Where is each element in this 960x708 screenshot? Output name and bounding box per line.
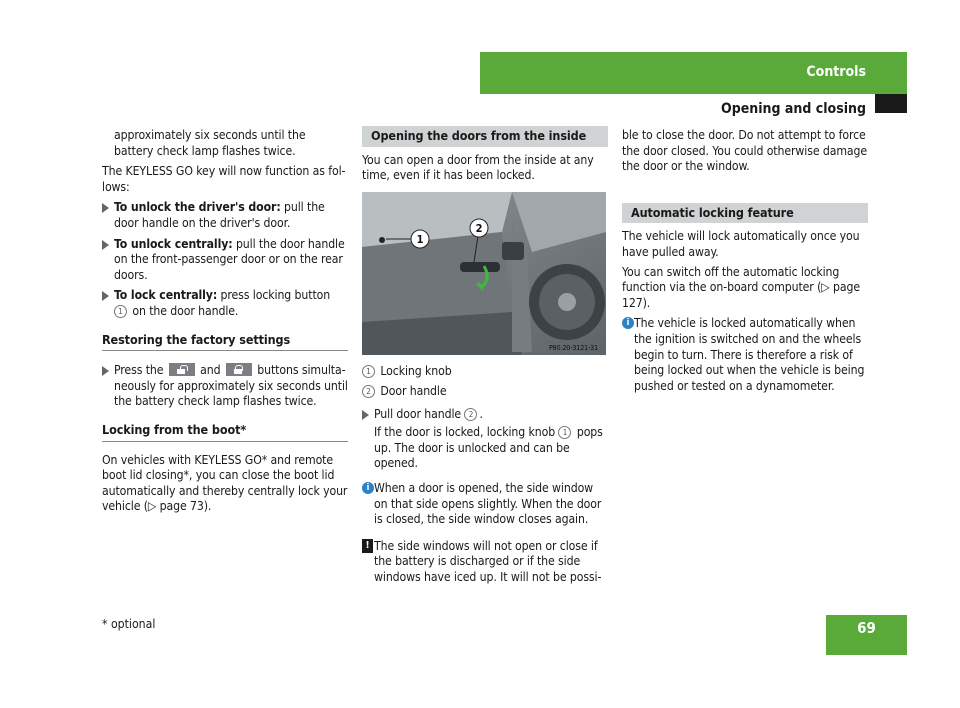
legend-item: 2 Door handle <box>362 384 608 400</box>
arrow-icon <box>102 240 109 250</box>
info-note: i The vehicle is locked automatically when the ignition is switched on and the wheels begin to turn. There is therefore a risk of being locked out when the vehicle is being pushed or tested on a dynamometer. <box>622 316 868 394</box>
legend-item: 1 Locking knob <box>362 364 608 380</box>
list-item: To unlock the driver's door: pull the door handle on the driver's door. <box>102 200 348 231</box>
callout-ref: 1 <box>114 305 127 318</box>
column-2 <box>362 126 608 586</box>
footnote: * optional <box>102 617 156 631</box>
unlock-button-icon <box>169 363 195 376</box>
auto-lock-p1: The vehicle will lock automatically once you have pulled away. <box>622 229 860 259</box>
photo-callout-1: 1 <box>416 232 424 246</box>
callout-ref: 1 <box>362 365 375 378</box>
arrow-icon <box>102 366 109 376</box>
warning-icon: ! <box>362 539 373 553</box>
column-3 <box>622 128 868 394</box>
restore-heading: Restoring the factory settings <box>102 332 348 352</box>
info-icon: i <box>362 482 374 494</box>
section-title: Opening and closing <box>720 101 866 117</box>
keyless-text: The KEYLESS GO key will now function as fol-lows: <box>102 164 346 194</box>
callout-ref: 2 <box>464 408 477 421</box>
list-item: To lock centrally: press locking button 1 on the door handle. <box>102 288 348 319</box>
info-icon: i <box>622 317 634 329</box>
continued-text: approximately six seconds until the battery check lamp flashes twice. <box>114 128 306 158</box>
boot-heading: Locking from the boot* <box>102 422 348 442</box>
info-note: i When a door is opened, the side window on that side opens slightly. When the door is closed, the side window closes again. <box>362 481 608 528</box>
header-tab-label: Controls <box>806 64 866 80</box>
boot-text: On vehicles with KEYLESS GO* and remote boot lid closing*, you can close the boot lid automatically and thereby centrally lock your vehicle (▷ page 73). <box>102 452 348 514</box>
column-1 <box>102 128 348 515</box>
door-interior-photo <box>362 192 606 355</box>
inside-heading: Opening the doors from the inside <box>362 126 608 147</box>
step-detail: If the door is locked, locking knob 1 pops up. The door is unlocked and can be opened. <box>374 425 603 471</box>
list-item: Pull door handle 2 . <box>362 407 608 423</box>
auto-lock-heading: Automatic locking feature <box>622 203 868 224</box>
arrow-icon <box>102 291 109 301</box>
callout-ref: 2 <box>362 385 375 398</box>
inside-intro: You can open a door from the inside at any time, even if it has been locked. <box>362 152 594 183</box>
callout-ref: 1 <box>558 426 571 439</box>
list-item: Press the and buttons simulta-neously for approximately six seconds until the battery check lamp flashes twice. <box>102 363 348 410</box>
arrow-icon <box>362 410 369 420</box>
photo-code: P80.20-3121-31 <box>548 343 598 352</box>
photo-callout-2: 2 <box>475 221 483 235</box>
auto-lock-p2: You can switch off the automatic locking function via the on-board computer (▷ page 127). <box>622 264 860 310</box>
page-number: 69 <box>857 619 876 637</box>
warning-note: ! The side windows will not open or close if the battery is discharged or if the side windows have iced up. It will not be possi- <box>362 539 608 586</box>
arrow-icon <box>102 203 109 213</box>
header-marker <box>875 94 907 113</box>
lock-button-icon <box>226 363 252 376</box>
continued-text: ble to close the door. Do not attempt to force the door closed. You could otherwise damage the door or the window. <box>622 128 868 174</box>
list-item: To unlock centrally: pull the door handle on the front-passenger door or on the rear doors. <box>102 237 348 284</box>
